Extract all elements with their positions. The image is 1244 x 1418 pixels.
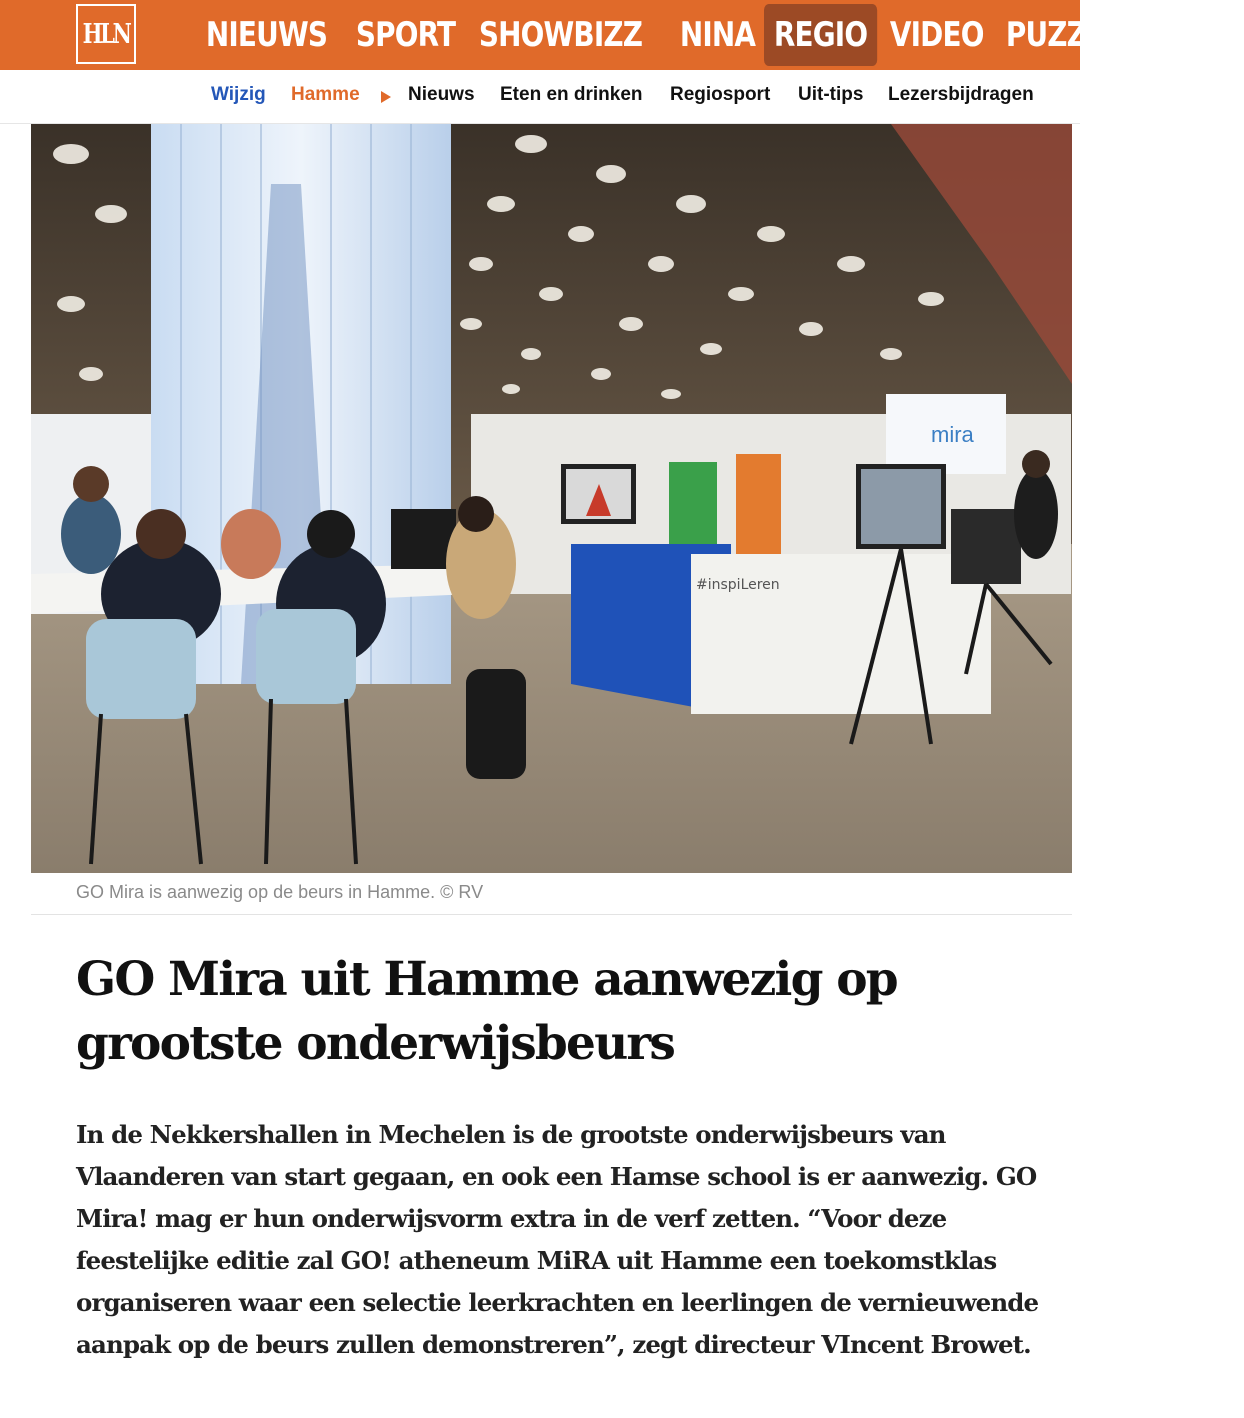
photo-sign-text: mira [931, 422, 974, 447]
current-region[interactable]: Hamme [291, 84, 360, 105]
top-navigation-bar [0, 0, 1234, 70]
nav-item-nina[interactable]: NINA [680, 15, 756, 55]
logo-text: HLN [82, 18, 130, 50]
article-title: GO Mira uit Hamme aanwezig op grootste onderwijsbeurs [76, 952, 897, 1071]
classroom-fair-illustration [31, 124, 1072, 873]
photo-wall-text: #inspiLeren [696, 577, 780, 593]
nav-item-showbizz[interactable]: SHOWBIZZ [478, 15, 643, 55]
change-region-link[interactable]: Wijzig [211, 84, 266, 105]
nav-item-nieuws[interactable]: NIEUWS [205, 15, 328, 55]
article-lead: In de Nekkershallen in Mechelen is de grootste onderwijsbeurs van Vlaanderen van start gegaan, en ook een Hamse school is er aanwezig. GO Mira! mag er hun onderwijsvorm extra in de verf zetten. “Voor deze feestelijke editie zal GO! atheneum MiRA uit Hamme een toekomstklas organiseren waar een selectie leerkrachten en leerlingen de vernieuwende aanpak op de beurs zullen demonstreren”, zegt directeur VIncent Browet. [76, 1120, 1039, 1359]
hln-logo[interactable] [76, 4, 136, 64]
nav-item-sport[interactable]: SPORT [355, 15, 456, 55]
subnav-item-regiosport[interactable]: Regiosport [670, 84, 771, 105]
main-nav [196, 0, 1244, 70]
nav-item-video[interactable]: VIDEO [889, 15, 984, 55]
play-arrow-icon [381, 91, 391, 103]
nav-item-podcast[interactable]: PODC [1148, 15, 1234, 55]
caption-divider [31, 914, 1072, 915]
subnav-item-nieuws[interactable]: Nieuws [408, 84, 475, 105]
article-photo[interactable] [31, 124, 1072, 873]
subnav-item-lezersbijdragen[interactable]: Lezersbijdragen [888, 84, 1034, 105]
subnav-item-uit-tips[interactable]: Uit-tips [798, 84, 864, 105]
subnav-item-eten-en-drinken[interactable]: Eten en drinken [500, 84, 643, 105]
nav-item-puzzel[interactable]: PUZZEL [1006, 15, 1122, 55]
photo-caption: GO Mira is aanwezig op de beurs in Hamme. © RV [76, 882, 484, 902]
nav-item-regio[interactable]: REGIO [764, 4, 877, 66]
regional-subnav [0, 70, 1080, 124]
